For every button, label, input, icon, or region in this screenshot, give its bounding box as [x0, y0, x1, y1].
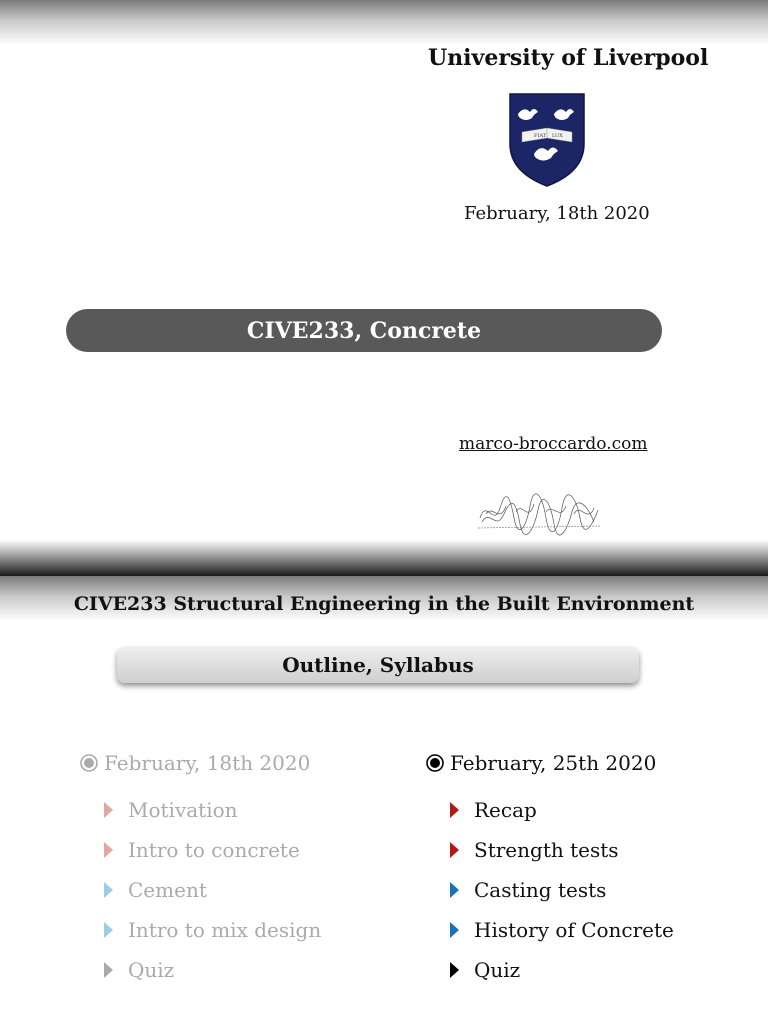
topic-item [104, 950, 321, 990]
topic-item [450, 910, 674, 950]
topic-item [450, 790, 674, 830]
triangle-bullet-icon [104, 882, 113, 898]
radio-bullet-icon [426, 754, 444, 772]
column-heading [426, 748, 674, 778]
triangle-bullet-icon [450, 922, 459, 938]
outline-heading: Outline, Syllabus [117, 647, 639, 683]
triangle-bullet-icon [450, 842, 459, 858]
topic-label: Cement [128, 878, 207, 902]
radio-bullet-icon [80, 754, 98, 772]
topic-item [104, 910, 321, 950]
topic-label: History of Concrete [474, 918, 674, 942]
topic-item [104, 790, 321, 830]
topic-label: Intro to concrete [128, 838, 300, 862]
outline-slide [0, 576, 768, 1024]
university-crest-logo [508, 92, 586, 188]
topic-label: Casting tests [474, 878, 607, 902]
triangle-bullet-icon [450, 802, 459, 818]
university-name: University of Liverpool [428, 45, 709, 71]
triangle-bullet-icon [104, 802, 113, 818]
topic-item [104, 830, 321, 870]
schedule-column-feb25 [426, 748, 674, 990]
topic-item [450, 830, 674, 870]
triangle-bullet-icon [450, 962, 459, 978]
topic-item [104, 870, 321, 910]
crest-motto-right: LUX [552, 133, 563, 139]
topic-label: Strength tests [474, 838, 619, 862]
author-website-link[interactable]: marco-broccardo.com [459, 434, 648, 454]
topic-item [450, 870, 674, 910]
column-heading [80, 748, 321, 778]
column-heading-label: February, 25th 2020 [450, 751, 657, 775]
presentation-date: February, 18th 2020 [464, 203, 650, 224]
triangle-bullet-icon [104, 922, 113, 938]
presentation-title: CIVE233, Concrete [66, 309, 662, 352]
column-heading-label: February, 18th 2020 [104, 751, 311, 775]
triangle-bullet-icon [450, 882, 459, 898]
crest-motto-left: FIAT [534, 133, 547, 139]
topic-label: Quiz [128, 958, 175, 982]
topic-label: Recap [474, 798, 537, 822]
bottom-gradient-band [0, 540, 768, 576]
topic-list [450, 790, 674, 990]
topic-label: Motivation [128, 798, 238, 822]
author-signature-image [476, 488, 602, 536]
top-gradient-band [0, 0, 768, 45]
topic-label: Intro to mix design [128, 918, 322, 942]
triangle-bullet-icon [104, 962, 113, 978]
topic-item [450, 950, 674, 990]
schedule-column-feb18 [80, 748, 321, 990]
topic-label: Quiz [474, 958, 521, 982]
course-title: CIVE233 Structural Engineering in the Built Environment [73, 593, 695, 615]
topic-list [104, 790, 321, 990]
triangle-bullet-icon [104, 842, 113, 858]
